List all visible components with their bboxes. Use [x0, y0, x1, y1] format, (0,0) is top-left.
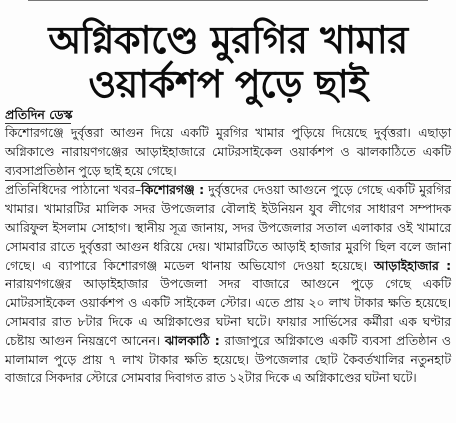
location-jhalokathi: ঝালকাঠি : [164, 332, 220, 348]
headline-line-1: অগ্নিকাণ্ডে মুরগির খামার [48, 18, 408, 62]
body-paragraph [5, 181, 451, 388]
text-kishoreganj: দুর্বৃত্তদের দেওয়া আগুনে পুড়ে গেছে একটি মুরগির খামার। খামারটির মালিক সদর উপজেলার বৌলাই ইউনিয়ন যুব লীগের সাধারণ সম্পাদক আরিফুল ইসলাম সোহাগ। স্থানীয় সূত্র জানায়, সদর উপজেলার সতাল এলাকার ওই খামারে সোমবার রাতে দুর্বৃত্তরা আগুন ধরিয়ে দেয়। খামারটিতে আড়াই হাজার মুরগি ছিল বলে জানা গেছে। এ ব্যাপারে কিশোরগঞ্জ মডেল থানায় অভিযোগ দেওয়া হয়েছে। [5, 182, 451, 273]
text-araihazar: নারায়ণগঞ্জের আড়াইহাজার উপজেলা সদর বাজারে আগুনে পুড়ে গেছে একটি মোটরসাইকেল ওয়ার্কশপ ও একটি সাইকেল স্টোর। এতে প্রায় ২০ লাখ টাকার ক্ষতি হয়েছে। সোমবার রাত ৮টার দিকে এ অগ্নিকাণ্ডের ঘটনা ঘটে। ফায়ার সার্ভিসের কর্মীরা এক ঘণ্টার চেষ্টায় আগুন নিয়ন্ত্রণে আনেন। [5, 276, 451, 348]
byline: প্রতিদিন ডেস্ক [5, 107, 73, 122]
article-body [5, 124, 451, 388]
intro-text: প্রতিনিধিদের পাঠানো খবর– [5, 182, 141, 198]
location-kishoreganj: কিশোরগঞ্জ : [140, 182, 204, 198]
lead-paragraph: কিশোরগঞ্জে দুর্বৃত্তরা আগুন দিয়ে একটি মুরগির খামার পুড়িয়ে দিয়েছে দুর্বৃত্তরা। এছাড়া অগ্নিকাণ্ডে নারায়ণগঞ্জের আড়াইহাজারে মোটরসাইকেল ওয়ার্কশপ ও ঝালকাঠিতে একটি ব্যবসাপ্রতিষ্ঠান পুড়ে ছাই হয়ে গেছে। [5, 124, 451, 181]
text-jhalokathi: রাজাপুরে অগ্নিকাণ্ডে একটি ব্যবসা প্রতিষ্ঠান ও মালামাল পুড়ে প্রায় ৭ লাখ টাকার ক্ষতি হয়েছে। উপজেলার ছোট কৈবর্তখালির নতুনহাট বাজারে সিকদার স্টোরে সোমবার দিবাগত রাত ১২টার দিকে এ অগ্নিকাণ্ডের ঘটনা ঘটে। [5, 332, 451, 386]
top-rule [28, 0, 428, 5]
location-araihazar: আড়াইহাজার : [373, 257, 451, 273]
headline-line-2: ওয়ার্কশপ পুড়ে ছাই [88, 62, 368, 106]
